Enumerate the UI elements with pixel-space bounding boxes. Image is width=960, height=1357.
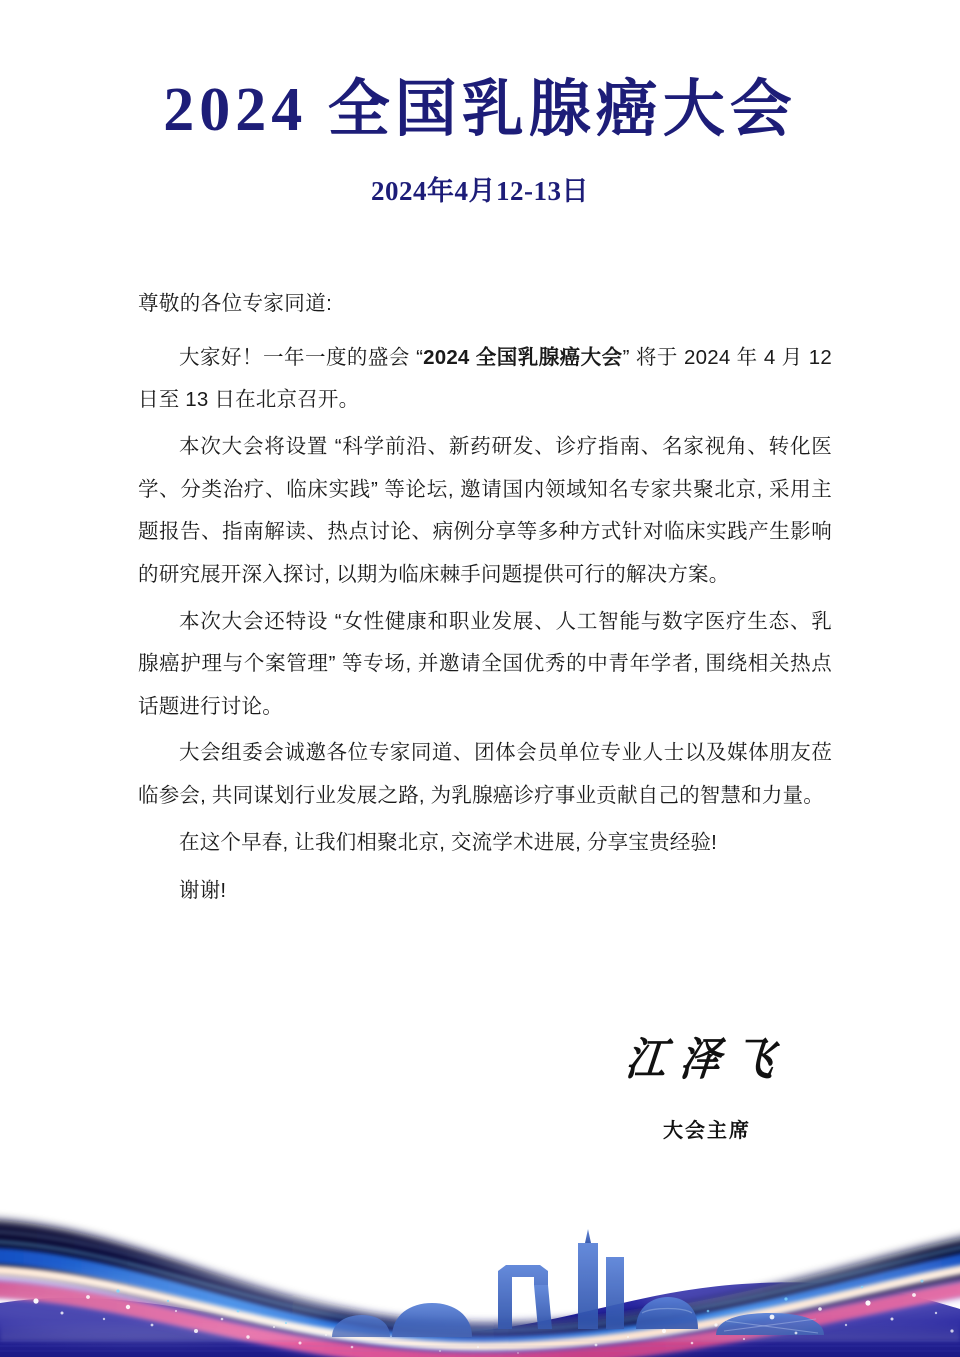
paragraph-2: 本次大会将设置 “科学前沿、新药研发、诊疗指南、名家视角、转化医学、分类治疗、临床实践” 等论坛, 邀请国内领域知名专家共聚北京, 采用主题报告、指南解读、热点讨论、病例分享等多种方式针对临床实践产生影响的研究展开深入探讨, 以期为临床棘手问题提供可行的解决方案。 bbox=[138, 435, 832, 586]
paragraph-1 bbox=[138, 337, 832, 422]
skyline-wtc-tower bbox=[606, 1257, 624, 1329]
header bbox=[0, 0, 960, 208]
footer-decoration bbox=[0, 1185, 960, 1357]
paragraph-1-bold-conference-name: 2024 全国乳腺癌大会 bbox=[423, 345, 623, 369]
signature-name: 江泽飞 bbox=[623, 1034, 791, 1085]
wave-banner-graphic bbox=[0, 1185, 960, 1357]
skyline-china-zun-spire bbox=[585, 1229, 591, 1243]
skyline-china-zun bbox=[578, 1243, 598, 1329]
horizon-mist bbox=[0, 1321, 960, 1341]
paragraph-5: 在这个早春, 让我们相聚北京, 交流学术进展, 分享宝贵经验! bbox=[179, 830, 718, 854]
conference-title: 2024 全国乳腺癌大会 bbox=[163, 76, 797, 144]
paragraph-3: 本次大会还特设 “女性健康和职业发展、人工智能与数字医疗生态、乳腺癌护理与个案管理” 等专场, 并邀请全国优秀的中青年学者, 围绕相关热点话题进行讨论。 bbox=[138, 609, 832, 718]
paragraph-1-before: 大家好！一年一度的盛会 “ bbox=[179, 345, 424, 369]
signature-role: 大会主席 bbox=[663, 1120, 751, 1142]
conference-date: 2024年4月12-13日 bbox=[371, 176, 589, 207]
paragraph-4: 大会组委会诚邀各位专家同道、团体会员单位专业人士以及媒体朋友莅临参会, 共同谋划行业发展之路, 为乳腺癌诊疗事业贡献自己的智慧和力量。 bbox=[138, 741, 832, 808]
letter-body bbox=[138, 288, 832, 919]
paragraph-1-after: ” 将于 2024 年 4 月 12 日至 13 日在北京召开。 bbox=[138, 345, 832, 412]
paragraph-6: 谢谢! bbox=[179, 879, 227, 903]
signature-block bbox=[582, 1034, 832, 1143]
salutation: 尊敬的各位专家同道: bbox=[138, 292, 333, 315]
